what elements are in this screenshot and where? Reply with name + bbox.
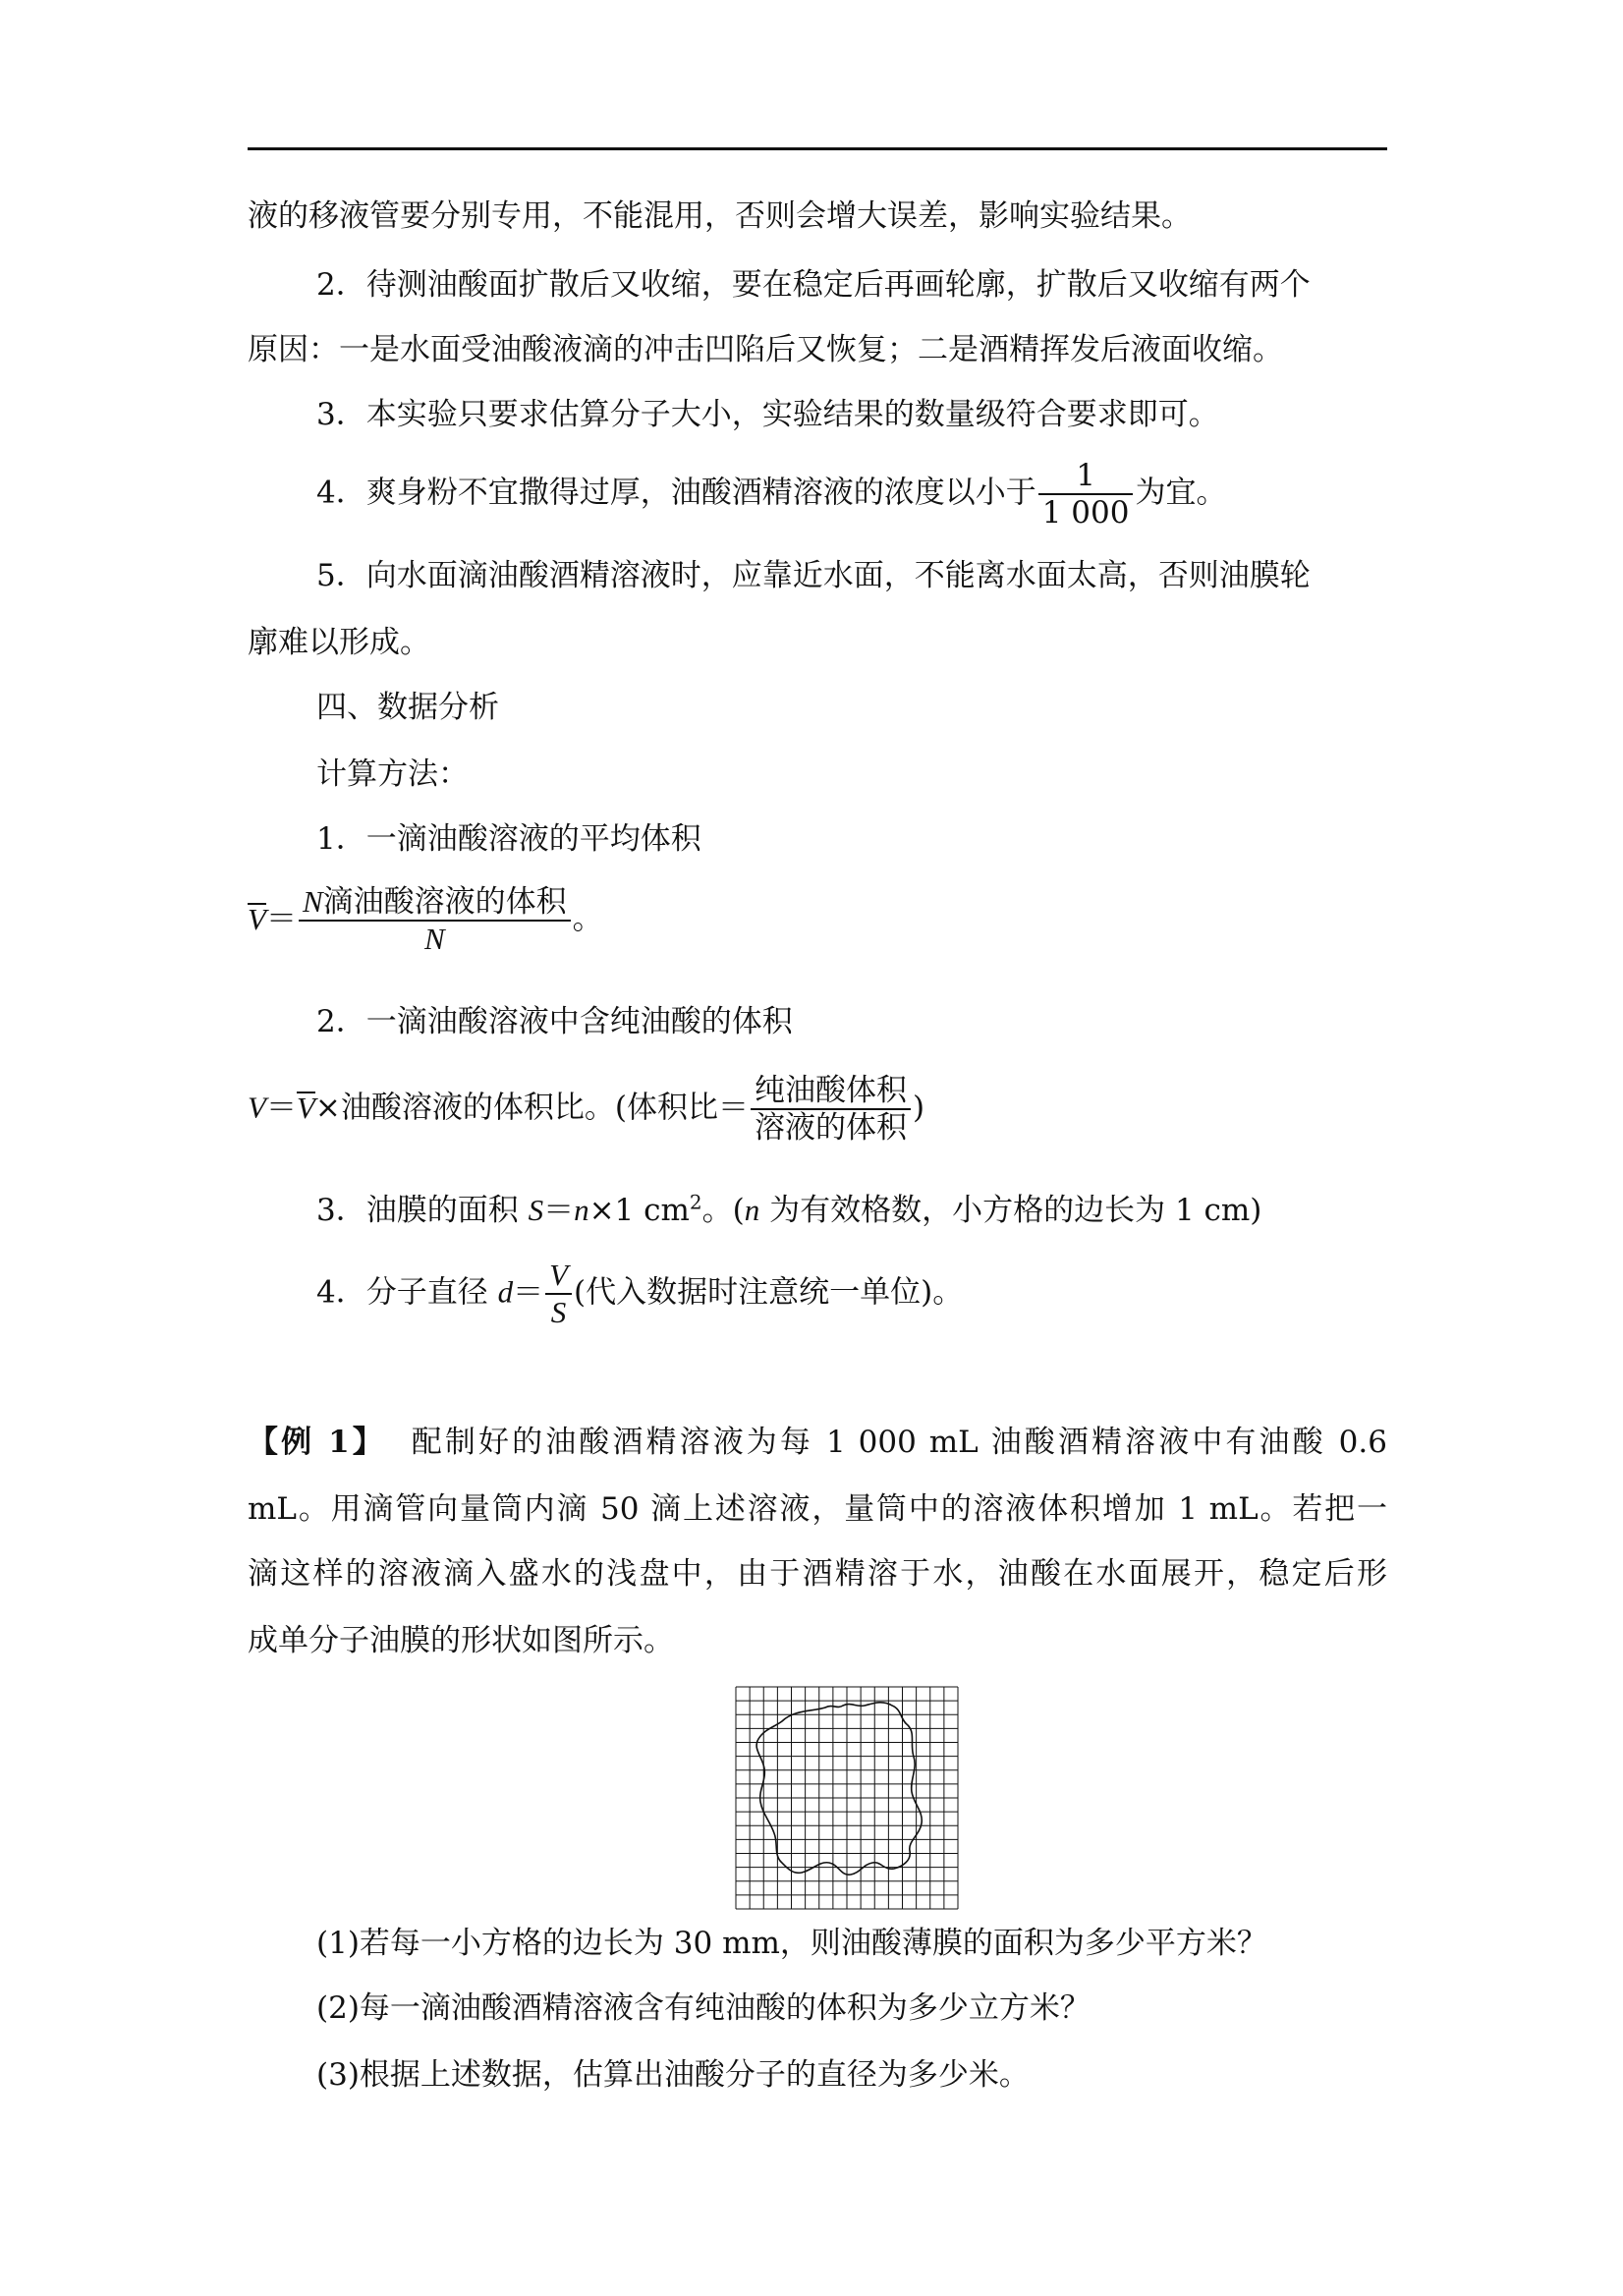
formula-pure-volume <box>248 1073 924 1146</box>
text-line: 2．一滴油酸溶液中含纯油酸的体积 <box>316 1004 793 1039</box>
var-v-bar: V <box>296 1090 315 1125</box>
var-n: n <box>744 1193 760 1227</box>
text-segment: ×1 cm <box>588 1193 690 1228</box>
header-rule <box>248 147 1387 150</box>
fraction <box>545 1258 572 1330</box>
numerator-text: 滴油酸溶液的体积 <box>322 884 567 920</box>
fraction-denominator: N <box>423 922 445 956</box>
text-line: 原因：一是水面受油酸液滴的冲击凹陷后又恢复；二是酒精挥发后液面收缩。 <box>248 332 1283 367</box>
equals-sign: ＝ <box>265 901 297 937</box>
example-line: 成单分子油膜的形状如图所示。 <box>248 1623 674 1658</box>
text-line: 3．本实验只要求估算分子大小，实验结果的数量级符合要求即可。 <box>316 397 1219 432</box>
var-n: N <box>302 884 323 919</box>
oil-film-grid-figure <box>735 1686 959 1910</box>
var-d: d <box>497 1274 514 1310</box>
period: 。 <box>572 901 603 937</box>
equals-sign: ＝ <box>543 1193 575 1228</box>
text-segment: 。( <box>701 1193 745 1228</box>
var-v: V <box>248 1090 266 1125</box>
formula-average-volume <box>248 884 603 957</box>
var-s: S <box>528 1193 544 1227</box>
text-line: 液的移液管要分别专用，不能混用，否则会增大误差，影响实验结果。 <box>248 198 1192 234</box>
grid-svg <box>735 1686 959 1910</box>
fraction-denominator: S <box>550 1295 567 1329</box>
fraction <box>1038 458 1134 531</box>
text-line: 1．一滴油酸溶液的平均体积 <box>316 821 701 857</box>
text-line: 2．待测油酸面扩散后又收缩，要在稳定后再画轮廓，扩散后又收缩有两个 <box>316 267 1311 303</box>
fraction-numerator: V <box>545 1258 572 1295</box>
fraction-numerator: 纯油酸体积 <box>751 1073 911 1110</box>
text-segment: 3．油膜的面积 <box>316 1193 529 1228</box>
text-line: 计算方法： <box>316 756 469 792</box>
section-heading: 四、数据分析 <box>316 690 499 725</box>
text-line: 廓难以形成。 <box>248 625 430 660</box>
superscript: 2 <box>689 1190 702 1214</box>
close-paren: ) <box>912 1090 925 1126</box>
grid-lines <box>736 1687 958 1909</box>
formula-diameter <box>316 1258 963 1330</box>
text-line: 5．向水面滴油酸酒精溶液时，应靠近水面，不能离水面太高，否则油膜轮 <box>316 558 1311 593</box>
var-n: n <box>574 1193 589 1227</box>
fraction-numerator: 1 <box>1038 458 1134 495</box>
question-line: (2)每一滴油酸酒精溶液含有纯油酸的体积为多少立方米？ <box>316 1990 1091 2026</box>
question-line: (3)根据上述数据，估算出油酸分子的直径为多少米。 <box>316 2057 1030 2093</box>
question-line: (1)若每一小方格的边长为 30 mm，则油酸薄膜的面积为多少平方米？ <box>316 1926 1267 1961</box>
example-line: 滴这样的溶液滴入盛水的浅盘中，由于酒精溶于水，油酸在水面展开，稳定后形 <box>248 1556 1387 1592</box>
equals-sign: ＝ <box>513 1274 544 1311</box>
text-segment: 4．分子直径 <box>316 1274 498 1311</box>
text-line-with-fraction <box>316 458 1226 531</box>
text-segment: 配制好的油酸酒精溶液为每 1 000 mL 油酸酒精溶液中有油酸 0.6 <box>411 1425 1387 1460</box>
fraction-denominator: 1 000 <box>1041 495 1130 531</box>
fraction-denominator: 溶液的体积 <box>754 1110 907 1146</box>
text-segment: 为有效格数，小方格的边长为 1 cm) <box>759 1193 1262 1228</box>
formula-area <box>316 1191 1261 1230</box>
equals-sign: ＝ <box>265 1090 297 1126</box>
var-v-bar: V <box>248 901 266 936</box>
example-line <box>248 1423 1387 1462</box>
text-segment: 为宜。 <box>1135 475 1227 511</box>
example-line: mL。用滴管向量筒内滴 50 滴上述溶液，量筒中的溶液体积增加 1 mL。若把一 <box>248 1491 1387 1527</box>
fraction-numerator <box>299 884 571 922</box>
fraction <box>299 884 571 957</box>
text-segment: ×油酸溶液的体积比。(体积比＝ <box>314 1090 749 1126</box>
fraction <box>751 1073 911 1146</box>
text-segment: (代入数据时注意统一单位)。 <box>574 1274 964 1311</box>
example-label: 【例 1】 <box>248 1425 386 1460</box>
text-segment: 4．爽身粉不宜撒得过厚，油酸酒精溶液的浓度以小于 <box>316 475 1036 511</box>
